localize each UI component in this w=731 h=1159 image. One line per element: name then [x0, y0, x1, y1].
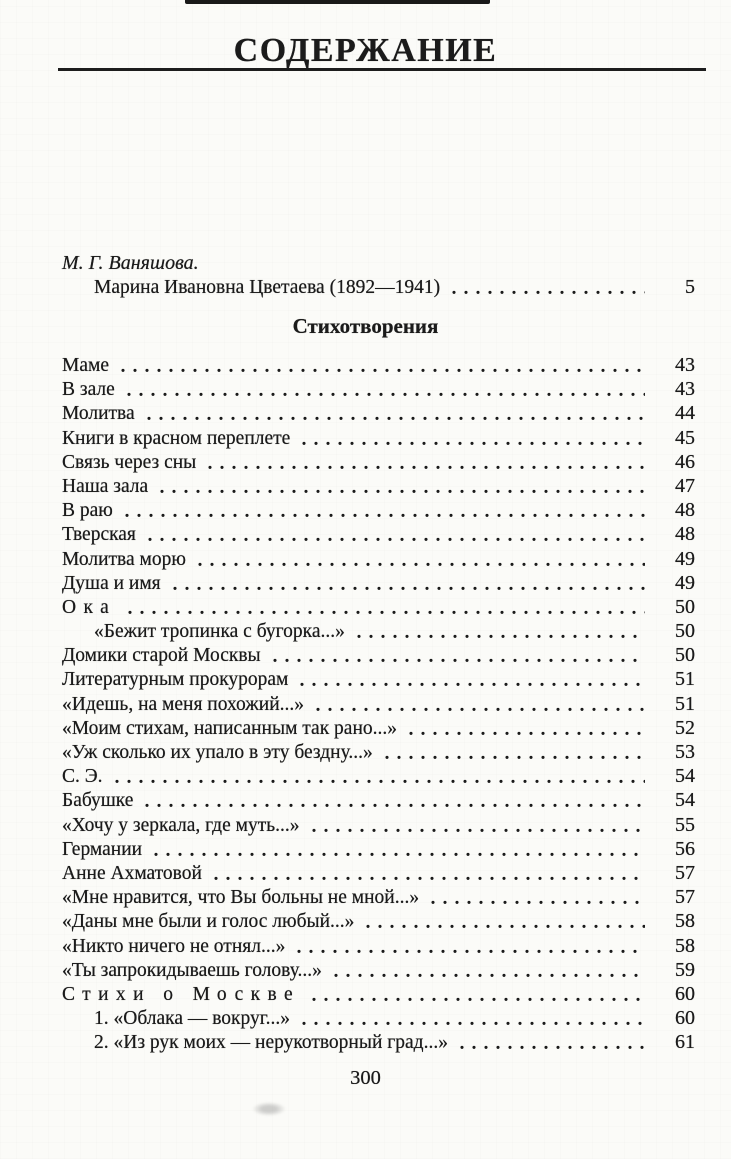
toc-entry-title: Книги в красном переплете	[62, 427, 291, 449]
dot-leader	[298, 1006, 645, 1030]
toc-entry-title: 1. «Облака — вокруг...»	[94, 1008, 290, 1030]
toc-entry-title: Домики старой Москвы	[62, 645, 261, 667]
toc-entry-title: «Ты запрокидываешь голову...»	[62, 959, 322, 981]
toc-entry-page: 44	[675, 402, 695, 425]
dot-leader	[312, 692, 645, 716]
toc-entry	[62, 619, 695, 643]
dot-leader	[144, 522, 645, 546]
toc-entry	[62, 861, 695, 885]
toc-entry	[62, 958, 695, 982]
toc-entry	[62, 1030, 695, 1054]
toc-entry-title: Литературным прокурорам	[62, 669, 289, 691]
toc-entry-page: 60	[675, 982, 695, 1005]
toc-entry-page: 5	[685, 276, 695, 298]
dot-leader	[298, 426, 645, 450]
toc-entry	[62, 667, 695, 691]
toc-entry-title: «Моим стихам, написанным так рано...»	[62, 717, 398, 739]
toc-list	[62, 353, 695, 1054]
dot-leader	[296, 667, 645, 691]
toc-entry-title: Маме	[62, 355, 109, 376]
toc-entry-page: 46	[675, 450, 695, 473]
toc-entry-title: 2. «Из рук моих — нерукотворный град...»	[94, 1032, 448, 1054]
dot-leader	[362, 909, 645, 933]
dot-leader	[123, 377, 645, 401]
toc-entry	[62, 788, 695, 812]
dot-leader	[143, 401, 645, 425]
toc-entry-title: Германии	[62, 838, 143, 860]
dot-leader	[405, 716, 645, 740]
toc-entry-page: 45	[675, 426, 695, 449]
toc-entry-page: 48	[675, 499, 695, 522]
toc-entry-page: 60	[675, 1007, 695, 1030]
toc-entry-title: Бабушке	[62, 790, 134, 812]
dot-leader	[330, 958, 645, 982]
toc-entry	[62, 813, 695, 837]
page-title: СОДЕРЖАНИЕ	[233, 32, 498, 69]
toc-entry-page: 47	[675, 474, 695, 497]
toc-entry	[62, 401, 695, 425]
toc-entry-title: В раю	[62, 500, 113, 522]
toc-entry-page: 50	[675, 644, 695, 667]
toc-entry-page: 57	[675, 886, 695, 909]
toc-entry-page: 50	[675, 620, 695, 643]
toc-entry-title: Молитва	[62, 403, 135, 425]
dot-leader	[194, 547, 645, 571]
toc-entry	[62, 595, 695, 619]
toc-entry-title: «Уж сколько их упало в эту бездну...»	[62, 742, 373, 763]
toc-entry	[62, 885, 695, 909]
toc-entry-page: 58	[675, 934, 695, 957]
toc-entry	[62, 1006, 695, 1030]
toc-entry-title: В зале	[62, 379, 115, 401]
toc-entry-title: Наша зала	[62, 475, 149, 497]
toc-entry-title: «Хочу у зеркала, где муть...»	[62, 814, 300, 836]
dot-leader	[308, 813, 645, 837]
toc-entry-page: 50	[675, 595, 695, 618]
toc-entry-page: 51	[675, 668, 695, 691]
toc-entry-title: Стихи о Москве	[62, 983, 301, 1005]
toc-entry	[62, 643, 695, 667]
toc-entry	[62, 716, 695, 740]
toc-entry-page: 56	[675, 837, 695, 860]
author-line: М. Г. Ваняшова.	[62, 252, 199, 274]
toc-entry	[62, 450, 695, 474]
toc-entry-page: 59	[675, 958, 695, 981]
dot-leader	[169, 571, 645, 595]
toc-entry-title: «Бежит тропинка с бугорка...»	[94, 621, 345, 643]
toc-entry-title: Ока	[62, 596, 117, 618]
toc-entry	[62, 909, 695, 933]
toc-entry	[62, 982, 695, 1006]
toc-entry	[62, 522, 695, 546]
toc-entry	[62, 426, 695, 450]
toc-entry-page: 55	[675, 813, 695, 836]
dot-leader	[141, 788, 645, 812]
toc-entry-page: 58	[675, 910, 695, 933]
toc-entry	[62, 275, 695, 299]
dot-leader	[381, 740, 645, 764]
toc-entry-page: 53	[675, 741, 695, 763]
toc-entry-page: 57	[675, 861, 695, 884]
dot-leader	[124, 595, 645, 619]
dot-leader	[353, 619, 645, 643]
toc-entry-page: 43	[675, 354, 695, 376]
scan-artifact-top	[185, 0, 490, 4]
toc-entry-page: 49	[675, 547, 695, 570]
dot-leader	[293, 934, 645, 958]
toc-entry-page: 54	[675, 765, 695, 788]
toc-entry-title: «Мне нравится, что Вы больны не мной...»	[62, 887, 420, 909]
dot-leader	[117, 353, 645, 377]
toc-entry-page: 52	[675, 716, 695, 739]
toc-entry-title: «Идешь, на меня похожий...»	[62, 693, 304, 715]
toc-entry	[62, 547, 695, 571]
toc-entry-title: С. Э.	[62, 766, 103, 788]
toc-entry-title: Марина Ивановна Цветаева (1892—1941)	[94, 277, 441, 298]
toc-entry	[62, 474, 695, 498]
title-rule	[58, 68, 706, 71]
scan-artifact-bottom	[252, 1102, 286, 1116]
dot-leader	[456, 1030, 645, 1054]
toc-entry-title: Тверская	[62, 524, 136, 546]
toc-entry	[62, 764, 695, 788]
toc-entry-page: 61	[675, 1031, 695, 1054]
toc-entry	[62, 353, 695, 377]
toc-entry-page: 48	[675, 523, 695, 546]
dot-leader	[121, 498, 645, 522]
section-heading: Стихотворения	[292, 314, 439, 338]
folio-page-number: 300	[350, 1067, 381, 1089]
dot-leader	[156, 474, 645, 498]
toc-entry	[62, 498, 695, 522]
toc-entry-title: «Даны мне были и голос любый...»	[62, 911, 355, 933]
dot-leader	[111, 764, 645, 788]
dot-leader	[204, 450, 645, 474]
toc-entry	[62, 692, 695, 716]
toc-entry-title: Связь через сны	[62, 451, 197, 473]
toc-entry	[62, 934, 695, 958]
toc-entry	[62, 571, 695, 595]
dot-leader	[308, 982, 645, 1006]
dot-leader	[210, 861, 645, 885]
toc-entry	[62, 740, 695, 764]
toc-entry-title: Молитва морю	[62, 548, 186, 570]
dot-leader	[427, 885, 645, 909]
dot-leader	[150, 837, 645, 861]
toc-entry	[62, 837, 695, 861]
dot-leader	[448, 275, 645, 299]
toc-entry-page: 51	[675, 692, 695, 715]
toc-entry-title: Анне Ахматовой	[62, 862, 202, 884]
toc-entry-title: Душа и имя	[62, 572, 161, 594]
toc-entry-page: 43	[675, 378, 695, 401]
toc-entry-page: 54	[675, 789, 695, 812]
toc-entry-page: 49	[675, 571, 695, 594]
toc-entry-title: «Никто ничего не отнял...»	[62, 935, 286, 957]
dot-leader	[269, 643, 645, 667]
toc-entry	[62, 377, 695, 401]
